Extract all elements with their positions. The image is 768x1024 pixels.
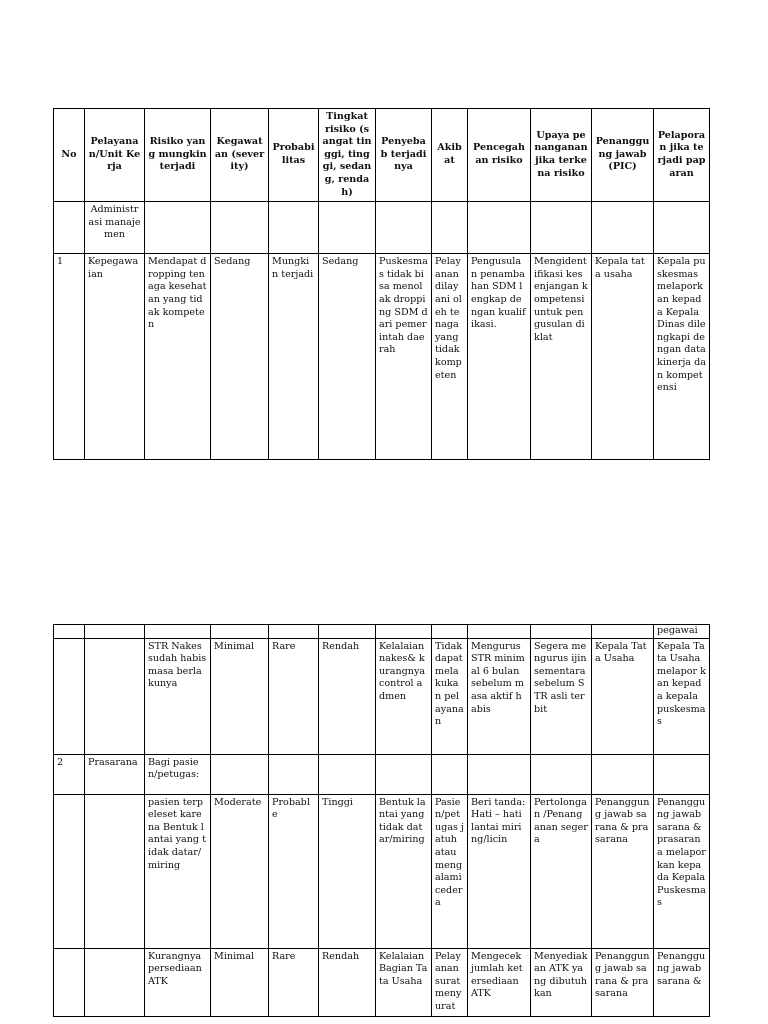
cell-risk-level: Sedang	[319, 254, 376, 460]
cell-no: 1	[54, 254, 85, 460]
cell-empty	[269, 202, 319, 254]
cell-effect: Pelayanan dilayani oleh tenaga yang tidak kompeten	[432, 254, 468, 460]
cell-section-unit: Administrasi manajemen	[85, 202, 145, 254]
cell-severity: Minimal	[211, 638, 269, 754]
cell-severity: Moderate	[211, 794, 269, 948]
cell-reporting: pegawai	[654, 625, 710, 639]
cell-effect: Tidak dapat melakukan pelayanan	[432, 638, 468, 754]
cell-empty	[145, 202, 211, 254]
cell-empty	[376, 202, 432, 254]
cell-empty	[531, 202, 592, 254]
cell-risk-level: Rendah	[319, 948, 376, 1016]
cell-prevention	[468, 754, 531, 794]
cell-empty	[319, 625, 376, 639]
cell-risk-level: Rendah	[319, 638, 376, 754]
cell-handling: Menyediakan ATK yang dibutuhkan	[531, 948, 592, 1016]
header-risk-level: Tingkat risiko (sangat tinggi, tinggi, sedang, rendah)	[319, 109, 376, 202]
cell-unit: Prasarana	[85, 754, 145, 794]
cell-empty	[432, 625, 468, 639]
table-row	[54, 948, 710, 1016]
table-row	[54, 254, 710, 460]
cell-empty	[211, 202, 269, 254]
risk-table-1	[53, 108, 710, 460]
header-reporting: Pelaporan jika terjadi paparan	[654, 109, 710, 202]
cell-risk: STR Nakes sudah habis masa berlakunya	[145, 638, 211, 754]
cell-handling: Pertolongan /Penanganan segera	[531, 794, 592, 948]
header-pic: Penanggung jawab (PIC)	[592, 109, 654, 202]
cell-empty	[531, 625, 592, 639]
cell-empty	[432, 202, 468, 254]
cell-risk-level: Tinggi	[319, 794, 376, 948]
cell-handling: Segera mengurus ijin sementara sebelum STR asli terbit	[531, 638, 592, 754]
cell-reporting: Penanggung jawab sarana &	[654, 948, 710, 1016]
cell-pic: Penanggung jawab sarana & prasarana	[592, 794, 654, 948]
cell-probability: Rare	[269, 948, 319, 1016]
header-unit: Pelayanan/Unit Kerja	[85, 109, 145, 202]
cell-prevention: Mengecek jumlah ketersediaan ATK	[468, 948, 531, 1016]
cell-prevention: Mengurus STR minimal 6 bulan sebelum masa aktif habis	[468, 638, 531, 754]
cell-empty	[145, 625, 211, 639]
cell-empty	[54, 625, 85, 639]
cell-empty	[592, 625, 654, 639]
cell-unit	[85, 948, 145, 1016]
cell-unit	[85, 794, 145, 948]
cell-empty	[468, 625, 531, 639]
cell-risk: Mendapat dropping tenaga kesehatan yang tidak kompeten	[145, 254, 211, 460]
cell-pic	[592, 754, 654, 794]
cell-severity	[211, 754, 269, 794]
cell-no: 2	[54, 754, 85, 794]
table-row	[54, 638, 710, 754]
table-row	[54, 754, 710, 794]
cell-effect: Pelayanan surat menyurat	[432, 948, 468, 1016]
cell-cause: Bentuk lantai yang tidak datar/miring	[376, 794, 432, 948]
cell-empty	[468, 202, 531, 254]
cell-effect: Pasien/petugas jatuh atau mengalami cedera	[432, 794, 468, 948]
cell-pic: Kepala Tata Usaha	[592, 638, 654, 754]
cell-severity: Sedang	[211, 254, 269, 460]
cell-pic: Kepala tata usaha	[592, 254, 654, 460]
cell-pic: Penanggung jawab sarana & prasarana	[592, 948, 654, 1016]
cell-empty	[211, 625, 269, 639]
cell-severity: Minimal	[211, 948, 269, 1016]
cell-risk: pasien terpeleset karena Bentuk lantai yang tidak datar/miring	[145, 794, 211, 948]
cell-unit: Kepegawaian	[85, 254, 145, 460]
cell-no	[54, 638, 85, 754]
cell-reporting	[654, 754, 710, 794]
table-header-row	[54, 109, 710, 202]
cell-reporting: Penanggung jawab sarana & prasarana melapor kan kepada Kepala Puskesmas	[654, 794, 710, 948]
cell-cause: Kelalaian Bagian Tata Usaha	[376, 948, 432, 1016]
cell-prevention: Pengusulan penambahan SDM lengkap dengan kualifikasi.	[468, 254, 531, 460]
header-prevention: Pencegahan risiko	[468, 109, 531, 202]
cell-empty	[376, 625, 432, 639]
cell-risk: Bagi pasien/petugas:	[145, 754, 211, 794]
cell-probability	[269, 754, 319, 794]
header-probability: Probabilitas	[269, 109, 319, 202]
cell-unit	[85, 638, 145, 754]
cell-cause: Kelalaian nakes& kurangnya control admen	[376, 638, 432, 754]
cell-probability: Probable	[269, 794, 319, 948]
header-effect: Akibat	[432, 109, 468, 202]
section-row	[54, 202, 710, 254]
cell-empty	[85, 625, 145, 639]
cell-risk: Kurangnya persediaan ATK	[145, 948, 211, 1016]
cell-handling	[531, 754, 592, 794]
cell-empty	[592, 202, 654, 254]
header-risk: Risiko yang mungkin terjadi	[145, 109, 211, 202]
cell-empty	[54, 202, 85, 254]
header-handling: Upaya penanganan jika terkena risiko	[531, 109, 592, 202]
header-no: No	[54, 109, 85, 202]
header-severity: Kegawatan (severity)	[211, 109, 269, 202]
cell-prevention: Beri tanda: Hati – hati lantai miring/licin	[468, 794, 531, 948]
cell-empty	[269, 625, 319, 639]
cell-effect	[432, 754, 468, 794]
cell-empty	[319, 202, 376, 254]
table-row	[54, 794, 710, 948]
cell-probability: Rare	[269, 638, 319, 754]
table-row	[54, 625, 710, 639]
cell-handling: Mengidentifikasi kesenjangan kompetensi untuk pengusulan diklat	[531, 254, 592, 460]
cell-cause	[376, 754, 432, 794]
cell-cause: Puskesmas tidak bisa menolak dropping SDM dari pemerintah daerah	[376, 254, 432, 460]
cell-reporting: Kepala puskesmas melaporkan kepada Kepala Dinas dilengkapi dengan data kinerja dan kompetensi	[654, 254, 710, 460]
cell-no	[54, 794, 85, 948]
header-cause: Penyebab terjadinya	[376, 109, 432, 202]
risk-table-2	[53, 624, 710, 1017]
cell-risk-level	[319, 754, 376, 794]
cell-empty	[654, 202, 710, 254]
cell-reporting: Kepala Tata Usaha melapor kan kepada kepala puskesmas	[654, 638, 710, 754]
cell-probability: Mungkin terjadi	[269, 254, 319, 460]
cell-no	[54, 948, 85, 1016]
